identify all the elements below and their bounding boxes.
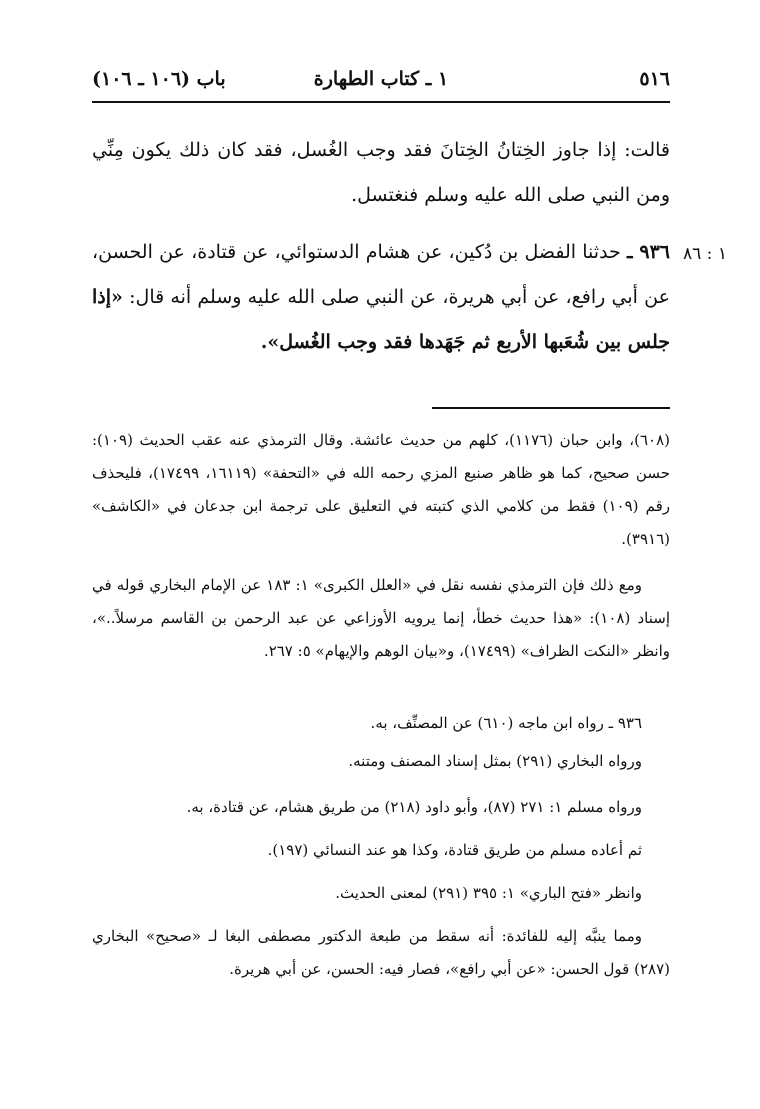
footnote-paragraph: (٦٠٨)، وابن حبان (١١٧٦)، كلهم من حديث عائشة. وقال الترمذي عنه عقب الحديث (١٠٩): حسن صحيح، كما هو ظاهر صنيع المزي رحمه الله في «التحفة» (١٦١١٩، ١٧٤٩٩)، فليحذف رقم (١٠٩) فقط من كلامي الذي كتبته في التعليق على ترجمة ابن جدعان في «الكاشف» (٣٩١٦).: [92, 431, 671, 548]
page-number: ٥١٦: [639, 68, 670, 90]
hadith-number: ٩٣٦ ـ: [627, 241, 670, 263]
margin-reference: ١ : ٨٦: [683, 244, 727, 264]
chapter-range: باب (١٠٦ ـ ١٠٦): [92, 68, 226, 90]
book-title: ١ ـ كتاب الطهارة: [313, 68, 449, 90]
hadith-chain: حدثنا الفضل بن دُكين، عن هشام الدستوائي، عن قتادة، عن الحسن، عن أبي رافع، عن أبي هريرة، عن النبي صلى الله عليه وسلم أنه قال:: [92, 241, 670, 308]
footnote-paragraph: ٩٣٦ ـ رواه ابن ماجه (٦١٠) عن المصنِّف، به.: [370, 714, 642, 732]
footnote-paragraph: ومع ذلك فإن الترمذي نفسه نقل في «العلل الكبرى» ١: ١٨٣ عن الإمام البخاري قوله في إسناد (١٠٨): «هذا حديث خطأ، إنما يرويه الأوزاعي عن عبد الرحمن بن القاسم مرسلاً..»، وانظر «النكت الظراف» (١٧٤٩٩)، و«بيان الوهم والإيهام» ٥: ٢٦٧.: [92, 576, 670, 660]
hadith-paragraph: [92, 230, 670, 365]
running-header: [92, 64, 670, 94]
footnote-paragraph: وانظر «فتح الباري» ١: ٣٩٥ (٢٩١) لمعنى الحديث.: [335, 884, 642, 902]
header-rule: [92, 101, 670, 103]
hadith-quote: «إذا جلس بين شُعَبها الأربع ثم جَهَدها فقد وجب الغُسل».: [92, 286, 670, 353]
footnote-separator: [432, 407, 670, 409]
footnote-paragraph: ورواه مسلم ١: ٢٧١ (٨٧)، وأبو داود (٢١٨) من طريق هشام، عن قتادة، به.: [186, 798, 642, 816]
footnote-paragraph: ورواه البخاري (٢٩١) بمثل إسناد المصنف ومتنه.: [348, 752, 642, 770]
footnote-paragraph: ومما ينبَّه إليه للفائدة: أنه سقط من طبعة الدكتور مصطفى البغا لـ «صحيح» البخاري (٢٨٧) قول الحسن: «عن أبي رافع»، فصار فيه: الحسن، عن أبي هريرة.: [92, 927, 670, 978]
footnote-paragraph: ثم أعاده مسلم من طريق قتادة، وكذا هو عند النسائي (١٩٧).: [267, 841, 642, 859]
main-paragraph-1: قالت: إذا جاوز الخِتانُ الخِتانَ فقد وجب الغُسل، فقد كان ذلك يكون مِنِّي ومن النبي صلى الله عليه وسلم فنغتسل.: [92, 139, 670, 206]
